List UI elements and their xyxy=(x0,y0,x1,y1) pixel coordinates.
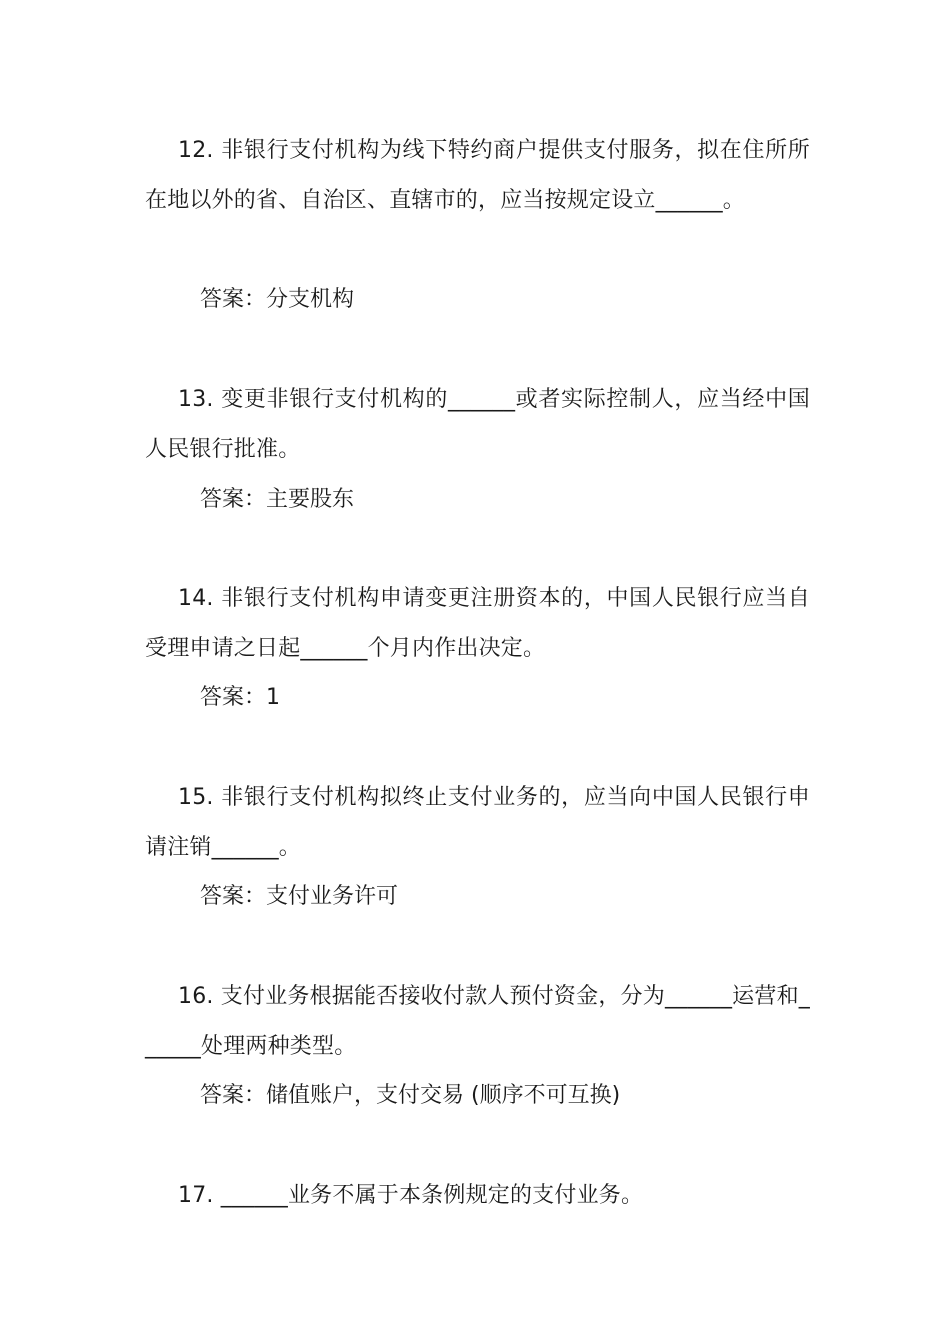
question-13: 13. 变更非银行支付机构的______或者实际控制人，应当经中国人民银行批准。 xyxy=(145,387,810,462)
question-15: 15. 非银行支付机构拟终止支付业务的，应当向中国人民银行申请注销______。 xyxy=(145,785,810,860)
question-14: 14. 非银行支付机构申请变更注册资本的，中国人民银行应当自受理申请之日起______个月内作出决定。 xyxy=(145,586,810,661)
question-16: 16. 支付业务根据能否接收付款人预付资金，分为______运营和______处理两种类型。 xyxy=(145,984,810,1059)
question-17: 17. ______业务不属于本条例规定的支付业务。 xyxy=(178,1183,644,1208)
answer-13: 答案：主要股东 xyxy=(200,487,355,512)
answer-16: 答案：储值账户，支付交易 (顺序不可互换) xyxy=(200,1083,621,1108)
question-12: 12. 非银行支付机构为线下特约商户提供支付服务，拟在住所所在地以外的省、自治区、直辖市的，应当按规定设立______。 xyxy=(145,138,810,213)
answer-12: 答案：分支机构 xyxy=(200,287,355,312)
answer-14: 答案：1 xyxy=(200,685,280,710)
answer-15: 答案：支付业务许可 xyxy=(200,884,399,909)
